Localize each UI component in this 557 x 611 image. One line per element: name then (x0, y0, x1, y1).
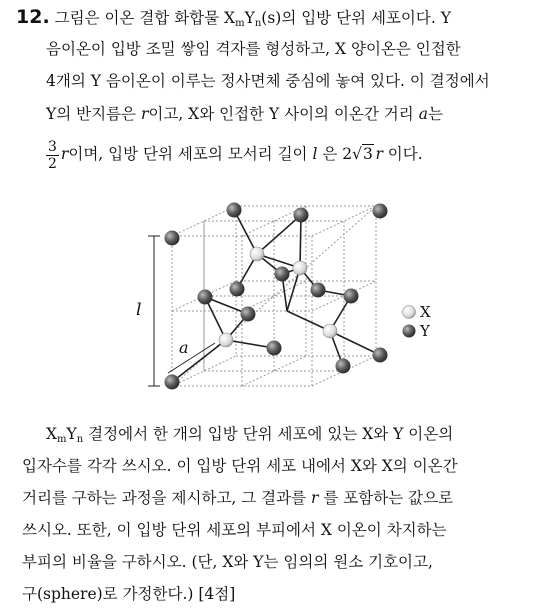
prompt-line-4: 쓰시오. 또한, 이 입방 단위 세포의 부피에서 X 이온이 차지하는 (22, 521, 447, 539)
fraction-three-halves: $\frac{3}{2}$ (48, 138, 57, 172)
figure-legend (403, 303, 432, 340)
sqrt-three: √3 (352, 145, 373, 163)
prompt-line-6: 구(sphere)로 가정한다.) [4점] (22, 585, 236, 603)
question-number: 12. (16, 6, 50, 28)
edge-length-label: l (136, 300, 142, 320)
prompt-line-1: $X_mY_n$ 결정에서 한 개의 입방 단위 세포에 있는 X와 Y 이온의 (46, 425, 454, 445)
legend-y-swatch (403, 325, 416, 338)
prompt-line-5: 부피의 비율을 구하시오. (단, X와 Y는 임의의 원소 기호이고, (22, 553, 433, 571)
prompt-line-3: 거리를 구하는 과정을 제시하고, 그 결과를 r 를 포함하는 값으로 (22, 489, 454, 507)
question-line-2: 음이온이 입방 조밀 쌓임 격자를 형성하고, X 양이온은 인접한 (46, 40, 461, 58)
question-line-4: Y의 반지름은 r이고, X와 인접한 Y 사이의 이온간 거리 a는 (46, 105, 443, 123)
question-line-5: $\frac{3}{2}$ r이며, 입방 단위 세포의 모서리 길이 l 은 2√3 r 이다. (46, 134, 557, 174)
question-line-1: 12. 그림은 이온 결합 화합물 $X_mY_n(s)$의 입방 단위 세포이다. Y (16, 6, 451, 29)
distance-label: a (179, 338, 189, 357)
unit-cell-figure (0, 190, 557, 410)
legend-x-swatch (403, 306, 416, 319)
question-line-3: 4개의 Y 음이온이 이루는 정사면체 중심에 놓여 있다. 이 결정에서 (46, 72, 490, 90)
legend-y-label: Y (420, 322, 430, 340)
legend-x-label: X (420, 303, 431, 321)
prompt-line-2: 입자수를 각각 쓰시오. 이 입방 단위 세포 내에서 X와 X의 이온간 (22, 457, 458, 475)
